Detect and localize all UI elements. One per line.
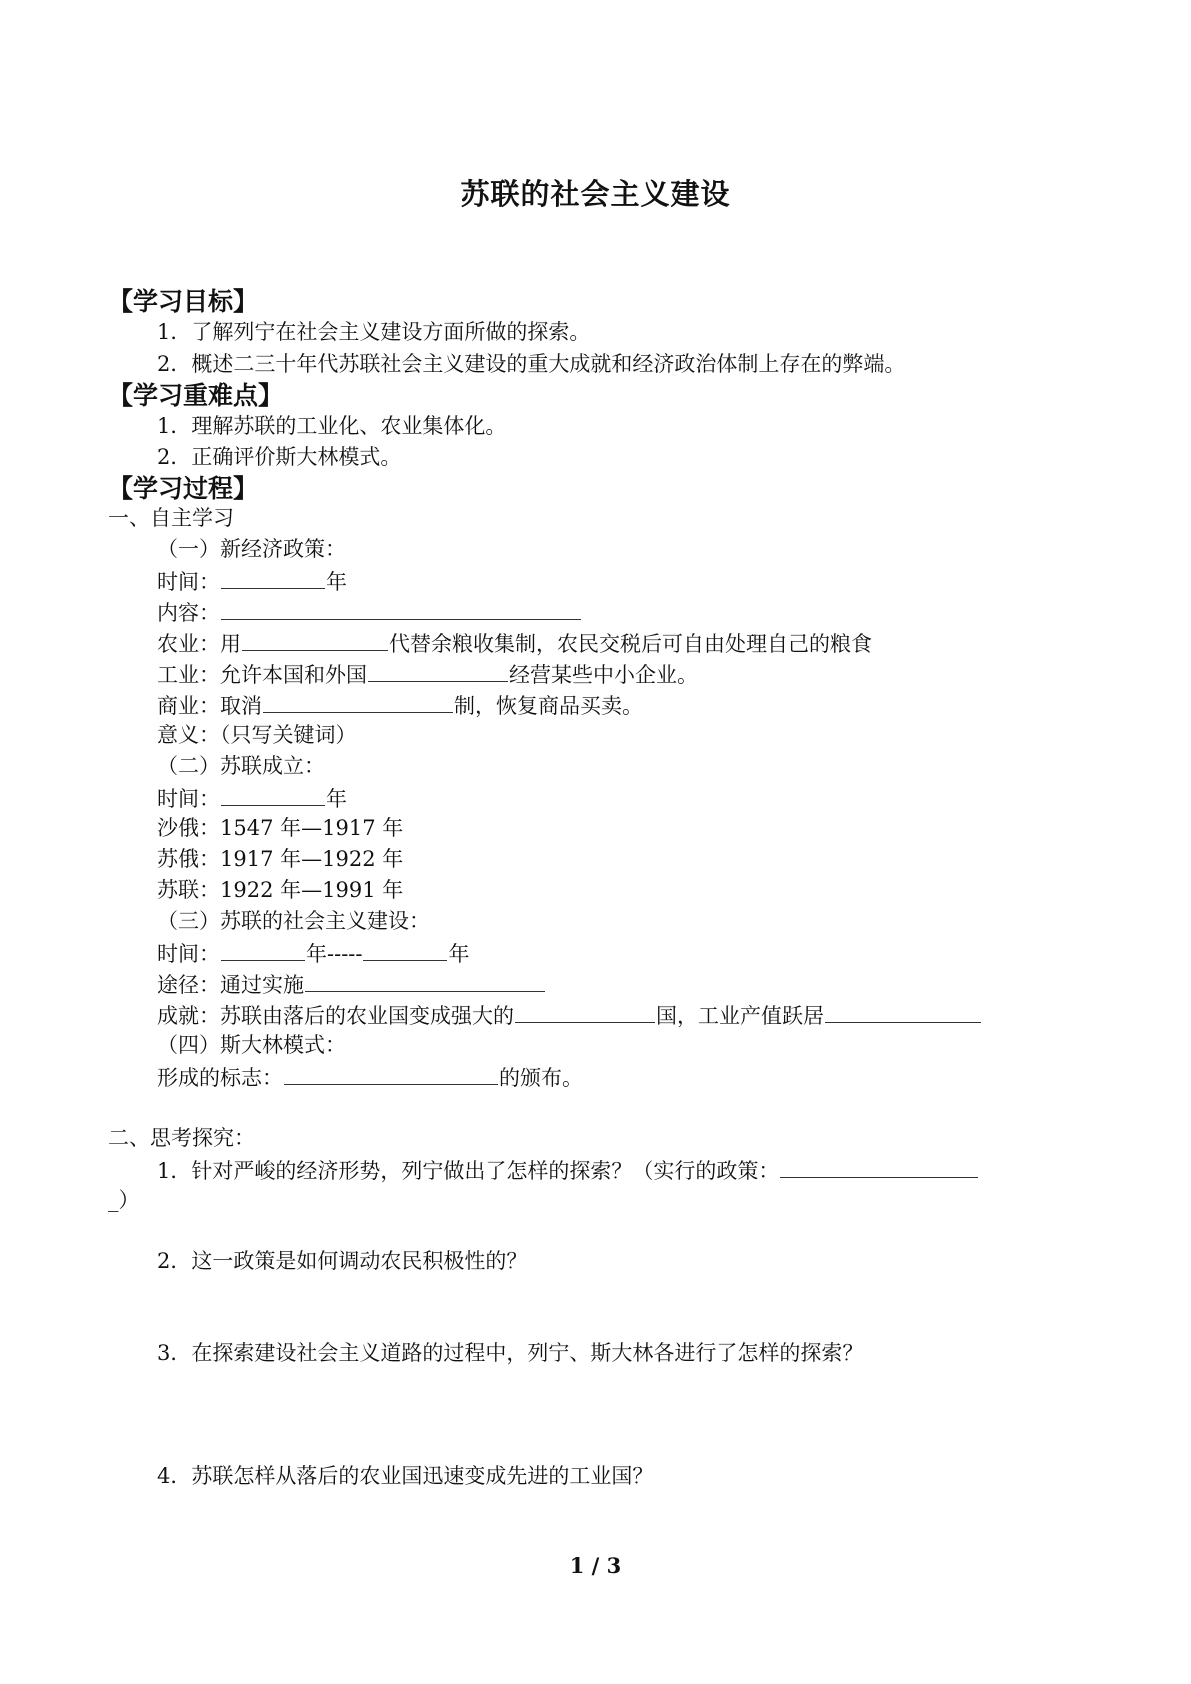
commerce-prefix: 商业：取消: [157, 694, 262, 718]
time-label: 时间：: [157, 570, 220, 594]
tsar-russia-line: 沙俄：1547 年—1917 年: [157, 816, 404, 840]
achievement-prefix: 成就：苏联由落后的农业国变成强大的: [157, 1004, 514, 1028]
formation-suffix: 的颁布。: [499, 1066, 583, 1090]
document-title: 苏联的社会主义建设: [460, 177, 731, 211]
year-range-separator: 年-----: [306, 942, 363, 966]
construction-time-line: [157, 938, 469, 968]
formation-label: 形成的标志：: [157, 1066, 283, 1090]
answer-blank[interactable]: [242, 628, 388, 651]
keypoint-item-1: 1．理解苏联的工业化、农业集体化。: [157, 414, 507, 438]
nep-time-line: [157, 566, 347, 596]
answer-blank[interactable]: [368, 659, 508, 682]
nep-industry-line: [157, 659, 698, 689]
soviet-union-line: 苏联：1922 年—1991 年: [157, 878, 404, 902]
answer-blank[interactable]: [305, 969, 545, 992]
part1-label: 一、自主学习: [108, 506, 234, 530]
page-number: 1 / 3: [569, 1553, 622, 1578]
year-suffix: 年: [326, 570, 347, 594]
ussr-time-line: [157, 783, 347, 813]
year-suffix: 年: [448, 942, 470, 966]
sub-heading-stalin-model: （四）斯大林模式：: [157, 1033, 346, 1057]
goal-item-2: 2．概述二三十年代苏联社会主义建设的重大成就和经济政治体制上存在的弊端。: [157, 352, 906, 376]
answer-blank[interactable]: [515, 1000, 655, 1023]
keypoints-heading: 【学习重难点】: [108, 381, 284, 410]
question-1-text: 1．针对严峻的经济形势，列宁做出了怎样的探索？（实行的政策：: [157, 1159, 780, 1183]
sub-heading-nep: （一）新经济政策：: [157, 537, 346, 561]
nep-content-line: [157, 597, 582, 627]
answer-blank[interactable]: [825, 1000, 981, 1023]
agriculture-suffix: 代替余粮收集制，农民交税后可自由处理自己的粮食: [389, 632, 872, 656]
nep-meaning-line: 意义：（只写关键词）: [157, 723, 357, 747]
construction-achievement-line: [157, 1000, 982, 1030]
industry-prefix: 工业：允许本国和外国: [157, 663, 367, 687]
agriculture-prefix: 农业：用: [157, 632, 241, 656]
content-label: 内容：: [157, 601, 220, 625]
nep-commerce-line: [157, 690, 643, 720]
achievement-middle: 国，工业产值跃居: [656, 1004, 824, 1028]
goals-heading: 【学习目标】: [108, 287, 259, 316]
process-heading: 【学习过程】: [108, 474, 259, 503]
answer-blank[interactable]: [221, 566, 325, 589]
answer-blank[interactable]: [263, 690, 453, 713]
sub-heading-construction: （三）苏联的社会主义建设：: [157, 909, 430, 933]
question-4: 4．苏联怎样从落后的农业国迅速变成先进的工业国？: [157, 1464, 654, 1488]
construction-route-line: [157, 969, 546, 999]
answer-blank[interactable]: [284, 1062, 498, 1085]
keypoint-item-2: 2．正确评价斯大林模式。: [157, 445, 402, 469]
question-3: 3．在探索建设社会主义道路的过程中，列宁、斯大林各进行了怎样的探索？: [157, 1341, 864, 1365]
soviet-russia-line: 苏俄：1917 年—1922 年: [157, 847, 404, 871]
answer-blank[interactable]: [221, 597, 581, 620]
question-2: 2．这一政策是如何调动农民积极性的？: [157, 1249, 528, 1273]
time-label: 时间：: [157, 787, 220, 811]
year-suffix: 年: [326, 787, 347, 811]
question-1: [157, 1155, 979, 1185]
answer-blank[interactable]: [363, 938, 447, 961]
answer-blank[interactable]: [780, 1155, 978, 1178]
question-1-continuation: _）: [108, 1188, 140, 1212]
goal-item-1: 1．了解列宁在社会主义建设方面所做的探索。: [157, 320, 591, 344]
stalin-model-line: [157, 1062, 583, 1092]
nep-agriculture-line: [157, 628, 872, 658]
sub-heading-ussr: （二）苏联成立：: [157, 754, 325, 778]
commerce-suffix: 制，恢复商品买卖。: [454, 694, 643, 718]
industry-suffix: 经营某些中小企业。: [509, 663, 698, 687]
part2-label: 二、思考探究：: [108, 1126, 255, 1150]
answer-blank[interactable]: [221, 783, 325, 806]
route-label: 途径：通过实施: [157, 973, 304, 997]
answer-blank[interactable]: [221, 938, 305, 961]
time-label: 时间：: [157, 942, 220, 966]
